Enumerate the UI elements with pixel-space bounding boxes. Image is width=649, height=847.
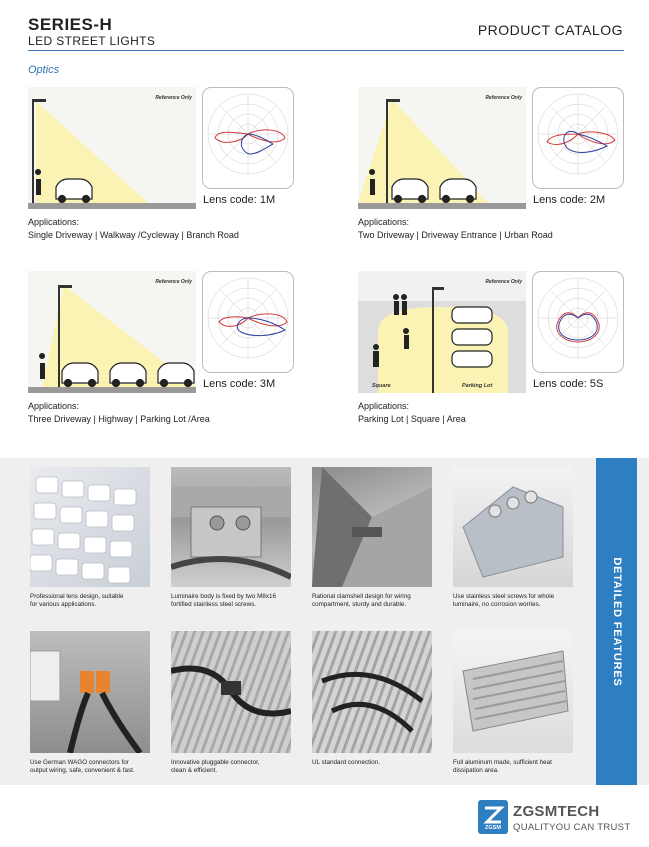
polar-diagram-3m	[202, 271, 294, 373]
applications-text-5s: Parking Lot | Square | Area	[358, 414, 466, 424]
reference-label: Reference Only	[485, 279, 522, 285]
polar-diagram-1m	[202, 87, 294, 189]
catalog-title: PRODUCT CATALOG	[477, 22, 623, 38]
lens-code-3m: Lens code: 3M	[203, 378, 276, 390]
reference-label: Reference Only	[155, 279, 192, 285]
series-title: SERIES-H	[28, 15, 113, 34]
photo-clamshell	[312, 467, 432, 587]
optics-heading: Optics	[28, 64, 60, 76]
lens-code-1m: Lens code: 1M	[203, 194, 276, 206]
reference-label: Reference Only	[485, 95, 522, 101]
photo-pluggable-connector	[171, 631, 291, 753]
series-subtitle: LED STREET LIGHTS	[28, 34, 156, 48]
reference-label: Reference Only	[155, 95, 192, 101]
feature-caption-5: Use German WAGO connectors for output wiring, safe, convenient & fast.	[30, 759, 135, 775]
photo-stainless-screws	[453, 467, 573, 587]
logo-text: ZGSM	[485, 825, 501, 831]
applications-label: Applications:	[28, 401, 80, 411]
zgsm-logo-icon	[478, 800, 508, 834]
applications-label: Applications:	[358, 217, 410, 227]
photo-aluminum-heatsink	[453, 631, 573, 753]
detailed-features-sidebar	[596, 458, 637, 785]
scene-3m	[28, 271, 196, 393]
feature-caption-6: Innovative pluggable connector, clean & efficient.	[171, 759, 260, 775]
feature-caption-4: Use stainless steel screws for whole luminaire, no corrosion worries.	[453, 593, 555, 609]
parking-lot-label: Parking Lot	[462, 383, 493, 389]
photo-ul-connection	[312, 631, 432, 753]
header-divider	[28, 50, 624, 51]
polar-diagram-2m	[532, 87, 624, 189]
lens-code-5s: Lens code: 5S	[533, 378, 604, 390]
lens-code-2m: Lens code: 2M	[533, 194, 606, 206]
feature-caption-8: Full aluminum made, sufficient heat dissipation area.	[453, 759, 552, 775]
photo-body-screws	[171, 467, 291, 587]
applications-label: Applications:	[28, 217, 80, 227]
scene-5s	[358, 271, 526, 393]
photo-lens-module	[30, 467, 150, 587]
square-label: Square	[372, 383, 391, 389]
brand-tagline: QUALITYOU CAN TRUST	[513, 822, 631, 833]
brand-name: ZGSMTECH	[513, 803, 600, 820]
photo-wago-connectors	[30, 631, 150, 753]
feature-caption-2: Luminaire body is fixed by two M8x16 fortified stainless steel screws.	[171, 593, 276, 609]
scene-1m	[28, 87, 196, 209]
applications-text-3m: Three Driveway | Highway | Parking Lot /Area	[28, 414, 210, 424]
feature-caption-3: Rational clamshell design for wiring compartment, sturdy and durable.	[312, 593, 411, 609]
applications-text-2m: Two Driveway | Driveway Entrance | Urban Road	[358, 230, 553, 240]
applications-text-1m: Single Driveway | Walkway /Cycleway | Branch Road	[28, 230, 239, 240]
scene-2m	[358, 87, 526, 209]
sidebar-title: DETAILED FEATURES	[610, 556, 623, 687]
polar-diagram-5s	[532, 271, 624, 373]
applications-label: Applications:	[358, 401, 410, 411]
feature-caption-1: Professional lens design, suitable for various applications.	[30, 593, 124, 609]
feature-caption-7: UL standard connection.	[312, 759, 381, 766]
